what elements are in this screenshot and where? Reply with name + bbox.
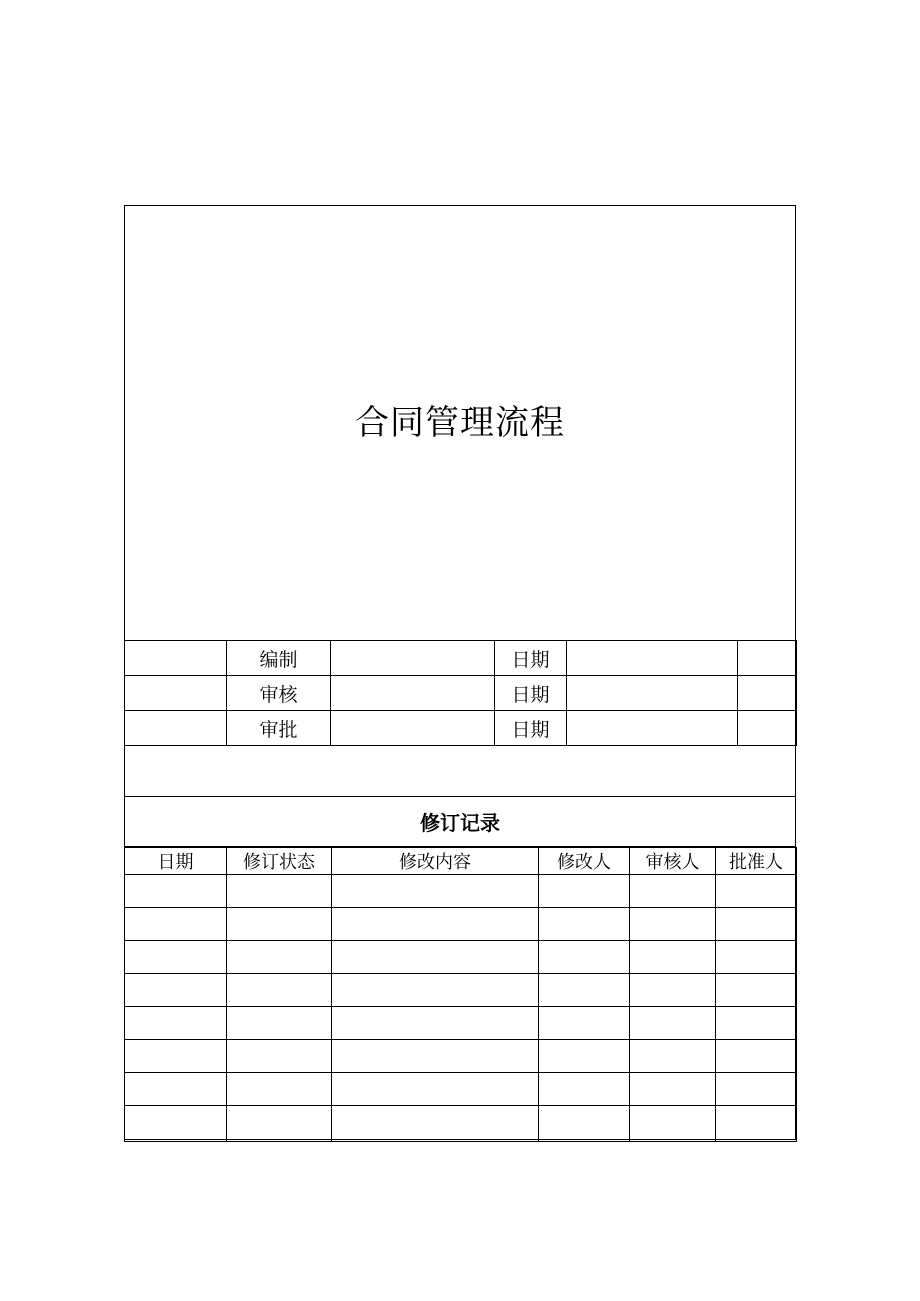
signoff-date-label: 日期 (495, 676, 567, 711)
revision-cell-status[interactable] (227, 941, 332, 974)
revision-cell-reviewer[interactable] (630, 941, 716, 974)
signoff-blank-cell (125, 641, 227, 676)
revision-cell-modifier[interactable] (539, 1007, 630, 1040)
signoff-name-cell[interactable] (331, 676, 495, 711)
revision-cell-content[interactable] (332, 974, 539, 1007)
revision-cell-status[interactable] (227, 1106, 332, 1142)
revision-cell-status[interactable] (227, 908, 332, 941)
revision-cell-content[interactable] (332, 1007, 539, 1040)
signoff-extra-cell (738, 641, 797, 676)
revision-cell-content[interactable] (332, 1040, 539, 1073)
revision-cell-reviewer[interactable] (630, 1007, 716, 1040)
table-row (125, 941, 797, 974)
table-row (125, 1040, 797, 1073)
table-row (125, 875, 797, 908)
table-row (125, 974, 797, 1007)
signoff-extra-cell (738, 676, 797, 711)
revision-cell-reviewer[interactable] (630, 908, 716, 941)
revision-cell-approver[interactable] (716, 1073, 797, 1106)
revision-header-approver: 批准人 (716, 848, 797, 875)
signoff-date-cell[interactable] (567, 711, 738, 746)
signoff-extra-cell (738, 711, 797, 746)
revision-cell-date[interactable] (125, 1106, 227, 1142)
revision-header-content: 修改内容 (332, 848, 539, 875)
signoff-date-cell[interactable] (567, 641, 738, 676)
table-row (125, 1106, 797, 1142)
document-title: 合同管理流程 (355, 403, 565, 443)
signoff-date-label: 日期 (495, 711, 567, 746)
signoff-role-label: 审核 (227, 676, 331, 711)
revision-cell-reviewer[interactable] (630, 1040, 716, 1073)
revision-cell-approver[interactable] (716, 974, 797, 1007)
revision-cell-date[interactable] (125, 974, 227, 1007)
signoff-name-cell[interactable] (331, 641, 495, 676)
revision-cell-approver[interactable] (716, 908, 797, 941)
revision-cell-approver[interactable] (716, 1040, 797, 1073)
revision-table (124, 847, 797, 1142)
revision-cell-approver[interactable] (716, 1007, 797, 1040)
signoff-date-cell[interactable] (567, 676, 738, 711)
revision-cell-date[interactable] (125, 941, 227, 974)
revision-cell-reviewer[interactable] (630, 1073, 716, 1106)
signoff-name-cell[interactable] (331, 711, 495, 746)
revision-cell-reviewer[interactable] (630, 974, 716, 1007)
revision-cell-status[interactable] (227, 1007, 332, 1040)
signoff-row (125, 641, 797, 676)
revision-cell-approver[interactable] (716, 941, 797, 974)
revision-cell-date[interactable] (125, 1007, 227, 1040)
signoff-row (125, 676, 797, 711)
revision-record-title: 修订记录 (124, 797, 796, 847)
table-row (125, 1073, 797, 1106)
signoff-table (124, 640, 797, 746)
signoff-blank-cell (125, 676, 227, 711)
signoff-blank-cell (125, 711, 227, 746)
revision-cell-approver[interactable] (716, 1106, 797, 1142)
table-row (125, 1007, 797, 1040)
revision-cell-modifier[interactable] (539, 1040, 630, 1073)
signoff-role-label: 审批 (227, 711, 331, 746)
revision-cell-modifier[interactable] (539, 1073, 630, 1106)
revision-cell-modifier[interactable] (539, 941, 630, 974)
revision-cell-content[interactable] (332, 875, 539, 908)
revision-cell-status[interactable] (227, 875, 332, 908)
revision-header-row (125, 848, 797, 875)
revision-cell-date[interactable] (125, 1073, 227, 1106)
signoff-row (125, 711, 797, 746)
revision-cell-date[interactable] (125, 875, 227, 908)
revision-header-status: 修订状态 (227, 848, 332, 875)
revision-cell-reviewer[interactable] (630, 1106, 716, 1142)
revision-cell-content[interactable] (332, 1073, 539, 1106)
signoff-role-label: 编制 (227, 641, 331, 676)
table-row (125, 908, 797, 941)
revision-cell-approver[interactable] (716, 875, 797, 908)
revision-header-date: 日期 (125, 848, 227, 875)
revision-cell-modifier[interactable] (539, 875, 630, 908)
blank-separator-band (124, 745, 796, 797)
signoff-date-label: 日期 (495, 641, 567, 676)
revision-cell-date[interactable] (125, 908, 227, 941)
revision-cell-date[interactable] (125, 1040, 227, 1073)
revision-cell-reviewer[interactable] (630, 875, 716, 908)
revision-cell-content[interactable] (332, 1106, 539, 1142)
revision-cell-status[interactable] (227, 1073, 332, 1106)
revision-table-body (125, 875, 797, 1142)
revision-cell-content[interactable] (332, 908, 539, 941)
revision-cell-status[interactable] (227, 974, 332, 1007)
revision-cell-modifier[interactable] (539, 908, 630, 941)
revision-cell-status[interactable] (227, 1040, 332, 1073)
revision-header-reviewer: 审核人 (630, 848, 716, 875)
revision-cell-content[interactable] (332, 941, 539, 974)
revision-header-modifier: 修改人 (539, 848, 630, 875)
revision-cell-modifier[interactable] (539, 1106, 630, 1142)
revision-cell-modifier[interactable] (539, 974, 630, 1007)
